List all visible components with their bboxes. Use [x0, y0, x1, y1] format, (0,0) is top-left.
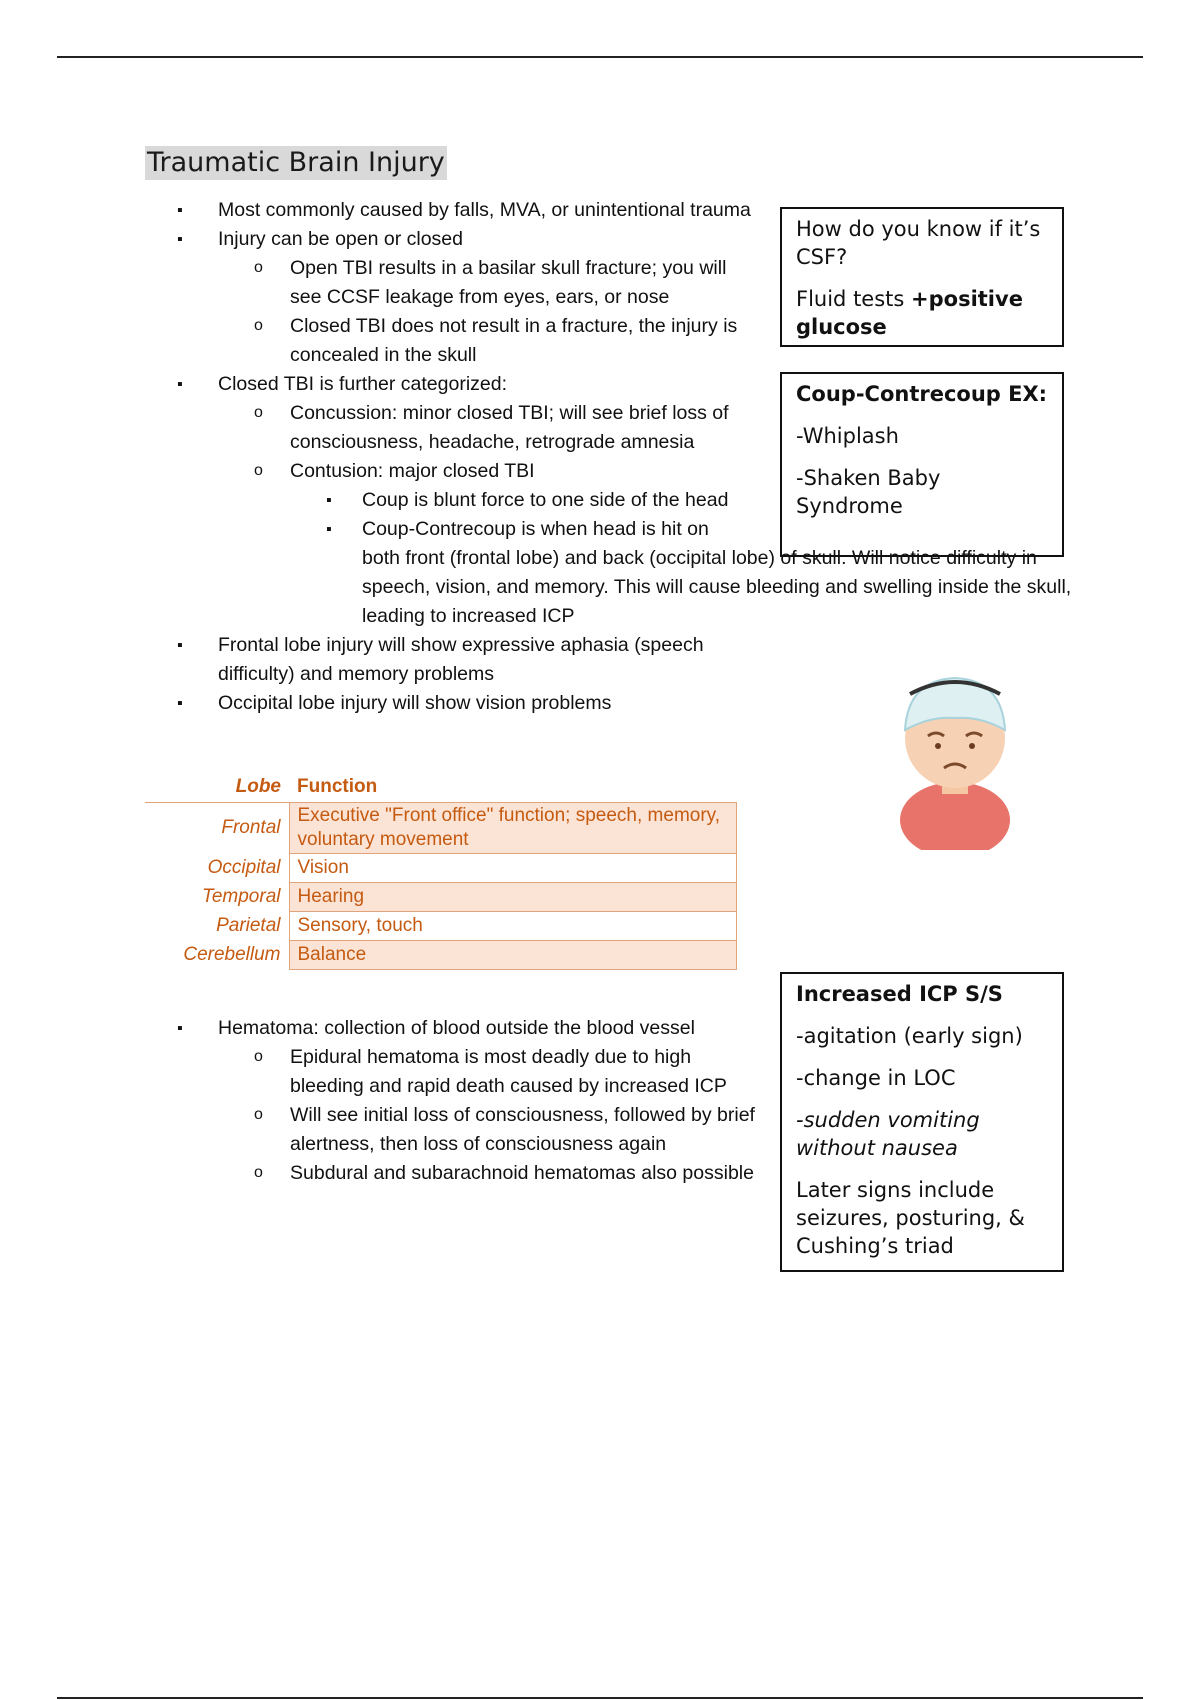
- icp-sign: -agitation (early sign): [796, 1024, 1023, 1048]
- coup-heading: Coup-Contrecoup EX:: [796, 382, 1048, 406]
- list-item: [290, 515, 1072, 631]
- csf-answer-bold: +positive glucose: [796, 287, 1023, 339]
- list-item: [145, 225, 755, 370]
- list-item: [145, 689, 755, 718]
- coup-contrecoup-callout-box: [780, 372, 1064, 557]
- header-rule: [57, 56, 1143, 58]
- csf-answer: [796, 285, 1050, 341]
- table-cell-lobe: Occipital: [145, 854, 289, 883]
- table-cell-function: Executive "Front office" function; speech, memory, voluntary movement: [289, 803, 736, 854]
- table-header-lobe: Lobe: [145, 774, 289, 803]
- list-item: [218, 254, 755, 312]
- list-item-text: Occipital lobe injury will show vision problems: [218, 692, 612, 714]
- list-item: [145, 631, 755, 689]
- list-item-text: Closed TBI is further categorized:: [218, 373, 508, 395]
- table-cell-lobe: Temporal: [145, 883, 289, 912]
- list-item-text: Injury can be open or closed: [218, 228, 463, 250]
- list-item-text: Concussion: minor closed TBI; will see brief loss of consciousness, headache, retrograde amnesia: [290, 402, 729, 453]
- footer-rule: [57, 1697, 1143, 1699]
- list-item: [290, 486, 755, 515]
- list-item: [218, 399, 755, 457]
- csf-question: How do you know if it’s CSF?: [796, 217, 1041, 269]
- list-item-text: Closed TBI does not result in a fracture, the injury is concealed in the skull: [290, 315, 738, 366]
- icp-sign: -change in LOC: [796, 1066, 956, 1090]
- icp-later-signs: Later signs include seizures, posturing, & Cushing’s triad: [796, 1178, 1025, 1258]
- list-item-text: Will see initial loss of consciousness, followed by brief alertness, then loss of consciousness again: [290, 1104, 755, 1155]
- table-cell-function: Sensory, touch: [289, 912, 736, 941]
- list-item: [218, 1101, 755, 1159]
- injured-person-illustration: [880, 660, 1030, 850]
- list-item-text: Coup-Contrecoup is when head is hit on: [362, 518, 709, 540]
- table-cell-function: Vision: [289, 854, 736, 883]
- icp-heading: Increased ICP S/S: [796, 982, 1003, 1006]
- coup-example: -Shaken Baby Syndrome: [796, 466, 941, 518]
- page-title: Traumatic Brain Injury: [147, 147, 445, 178]
- list-item-text: Most commonly caused by falls, MVA, or unintentional trauma: [218, 199, 751, 221]
- list-item-text: Hematoma: collection of blood outside the blood vessel: [218, 1017, 695, 1039]
- right-eye: [969, 743, 975, 749]
- table-row: [145, 803, 736, 854]
- left-eye: [935, 743, 941, 749]
- table-row: [145, 941, 736, 970]
- table-row: [145, 912, 736, 941]
- table-cell-function: Balance: [289, 941, 736, 970]
- csf-callout-box: [780, 207, 1064, 347]
- table-row: [145, 883, 736, 912]
- list-item-text: Epidural hematoma is most deadly due to high bleeding and rapid death caused by increased ICP: [290, 1046, 727, 1097]
- hematoma-bullet-list: [145, 1014, 755, 1188]
- csf-answer-prefix: Fluid tests: [796, 287, 912, 311]
- table-cell-lobe: Frontal: [145, 803, 289, 854]
- table-cell-lobe: Cerebellum: [145, 941, 289, 970]
- table-cell-function: Hearing: [289, 883, 736, 912]
- lobe-function-table: [145, 774, 737, 970]
- list-item: [145, 196, 755, 225]
- list-item: [218, 312, 755, 370]
- table-header-function: Function: [289, 774, 736, 803]
- icp-signs-callout-box: [780, 972, 1064, 1272]
- coup-example: -Whiplash: [796, 424, 899, 448]
- list-item-text: Frontal lobe injury will show expressive aphasia (speech difficulty) and memory problems: [218, 634, 704, 685]
- list-item-text: Contusion: major closed TBI: [290, 460, 535, 482]
- list-item: [218, 1043, 755, 1101]
- list-item-text: Subdural and subarachnoid hematomas also possible: [290, 1162, 754, 1184]
- list-item-text: Open TBI results in a basilar skull fracture; you will see CCSF leakage from eyes, ears, or nose: [290, 257, 727, 308]
- list-item: [145, 1014, 755, 1188]
- list-item: [218, 1159, 755, 1188]
- table-row: [145, 854, 736, 883]
- table-cell-lobe: Parietal: [145, 912, 289, 941]
- list-item-text: Coup is blunt force to one side of the head: [362, 489, 729, 511]
- coup-contrecoup-detail: both front (frontal lobe) and back (occipital lobe) of skull. Will notice difficulty in speech, vision, and memory. This will cause bleeding and swelling inside the skull, leading to increased ICP: [362, 547, 1072, 627]
- icp-sign: -sudden vomiting without nausea: [796, 1108, 980, 1160]
